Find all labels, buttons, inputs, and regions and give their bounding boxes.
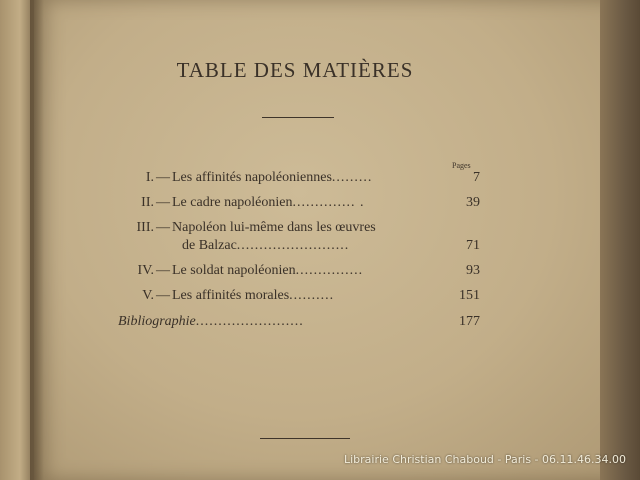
page-number: 39: [466, 195, 480, 210]
page-number: 7: [473, 170, 480, 185]
chapter-title: Le soldat napoléonien: [172, 263, 296, 278]
page-number: 93: [466, 263, 480, 278]
entry-dash: —: [156, 288, 170, 303]
toc-entry-bibliography: [118, 314, 480, 330]
chapter-number: IV.: [137, 263, 154, 278]
chapter-number: II.: [141, 195, 154, 210]
entry-dash: —: [156, 170, 170, 185]
chapter-number: V.: [142, 288, 154, 303]
page-number: 71: [466, 238, 480, 253]
dot-leader: .........: [331, 170, 373, 185]
entry-dash: —: [156, 195, 170, 210]
page-right-edge: [600, 0, 640, 480]
dot-leader: .........................: [236, 238, 350, 253]
bottom-rule: [260, 438, 350, 439]
seller-watermark: Librairie Christian Chaboud - Paris - 06.11.46.34.00: [343, 453, 626, 466]
chapter-title: Le cadre napoléonien: [172, 195, 293, 210]
bibliography-title: Bibliographie: [118, 314, 196, 329]
chapter-title: Les affinités morales: [172, 288, 290, 303]
dot-leader: .............. .: [292, 195, 365, 210]
chapter-title: Napoléon lui-même dans les œuvres: [172, 220, 376, 235]
chapter-number: III.: [136, 220, 154, 235]
toc-entry: [118, 288, 480, 304]
book-gutter: [30, 0, 44, 480]
pages-column-header: Pages: [452, 161, 471, 170]
toc-entry: [118, 220, 480, 236]
toc-entry: [118, 170, 480, 186]
page-title: TABLE DES MATIÈRES: [176, 58, 414, 82]
title-rule: [262, 117, 334, 118]
page-number: 177: [459, 314, 480, 329]
chapter-number: I.: [145, 170, 154, 185]
chapter-title: Les affinités napoléoniennes: [172, 170, 332, 185]
dot-leader: ........................: [195, 314, 304, 329]
dot-leader: ..........: [289, 288, 335, 303]
chapter-title-continuation: de Balzac: [182, 238, 237, 253]
toc-entry: [118, 195, 480, 211]
page-number: 151: [459, 288, 480, 303]
entry-dash: —: [156, 263, 170, 278]
entry-dash: —: [156, 220, 170, 235]
toc-entry: [118, 263, 480, 279]
dot-leader: ...............: [295, 263, 364, 278]
